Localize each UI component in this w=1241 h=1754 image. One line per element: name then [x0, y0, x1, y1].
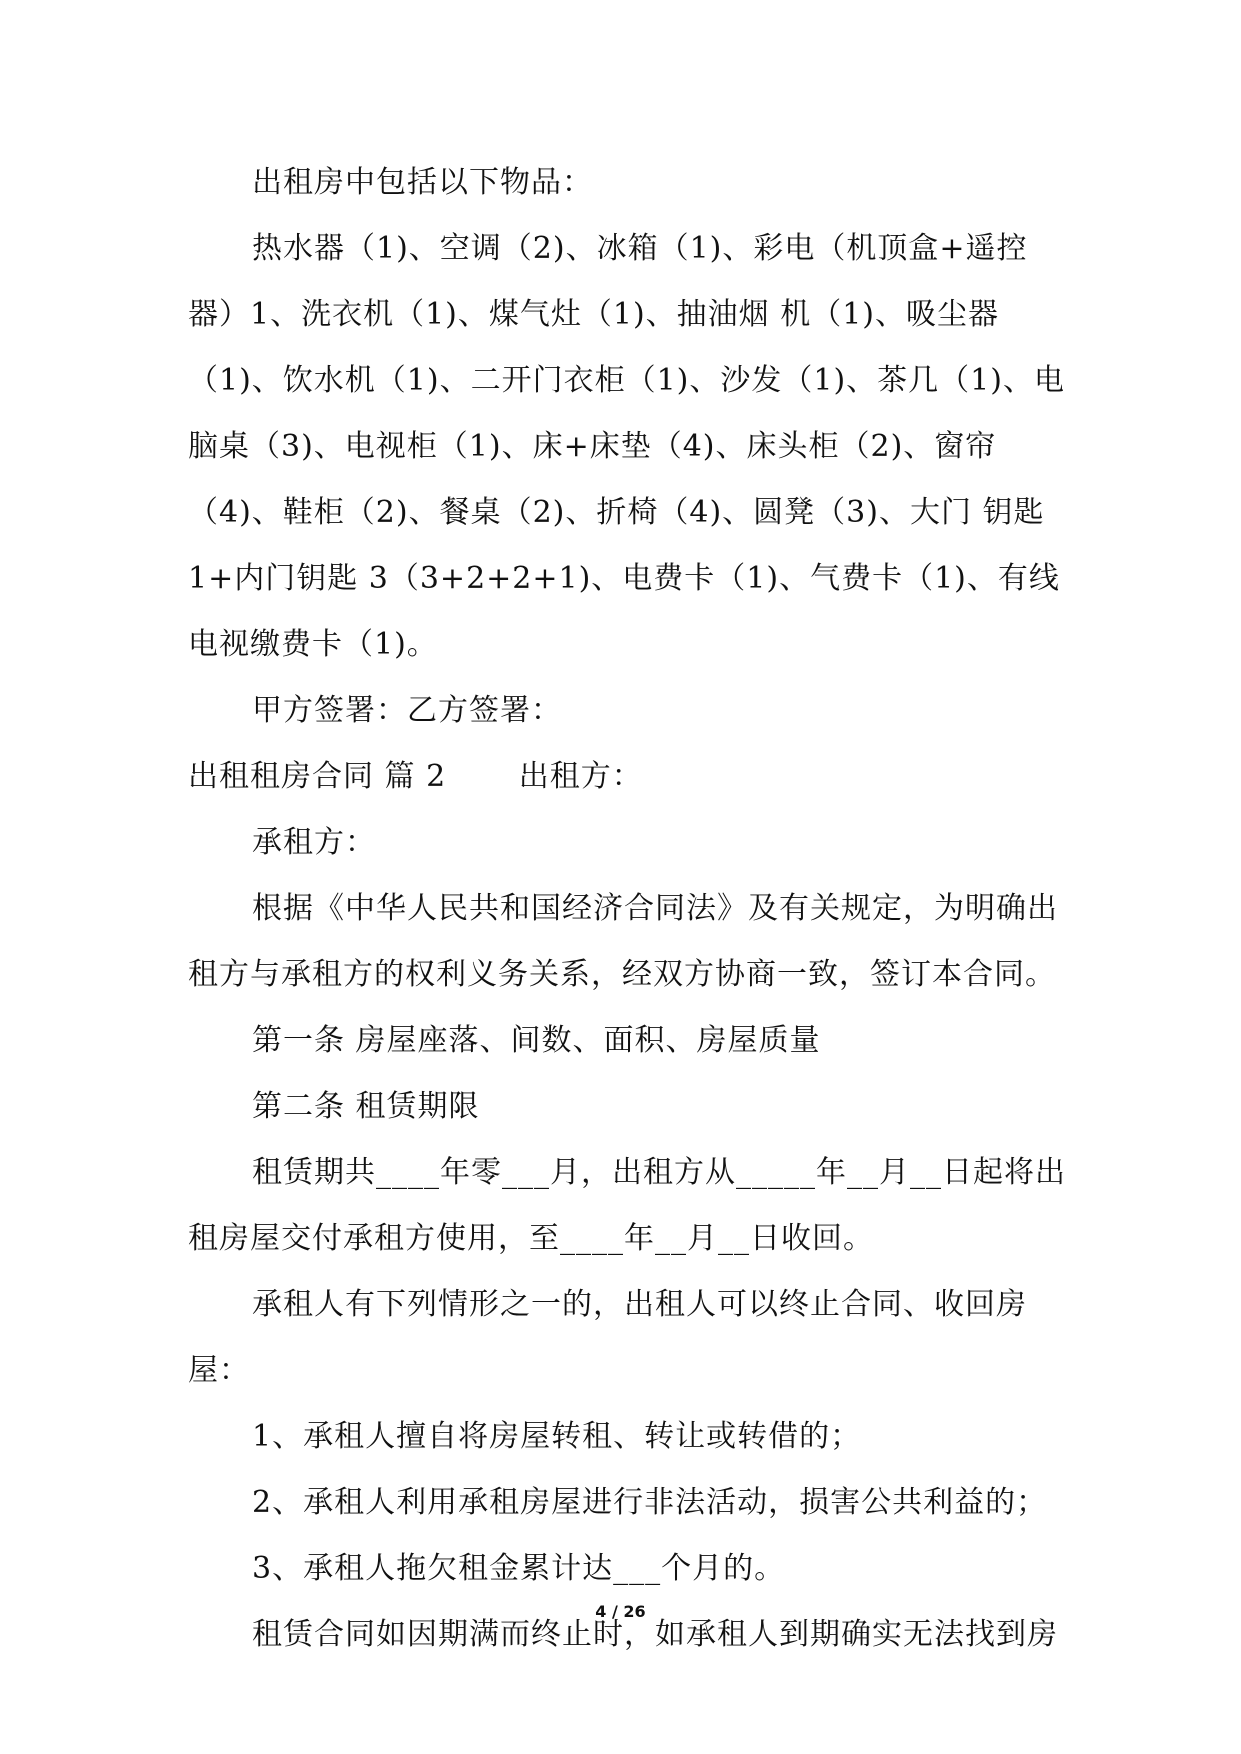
paragraph-termination-conditions: 承租人有下列情形之一的，出租人可以终止合同、收回房屋：	[188, 1287, 1027, 1388]
article-1-heading: 第一条 房屋座落、间数、面积、房屋质量	[252, 1023, 821, 1058]
paragraph-signatures: 甲方签署：乙方签署：	[252, 693, 562, 728]
page-number: 4 / 26	[595, 1602, 646, 1621]
section-heading-contract-2: 出租租房合同 篇 2 出租方：	[188, 759, 643, 794]
document-body	[188, 150, 1068, 1668]
list-item-2: 2、承租人利用承租房屋进行非法活动，损害公共利益的；	[252, 1485, 1048, 1520]
paragraph-items-list: 热水器（1)、空调（2)、冰箱（1)、彩电（机顶盒+遥控器）1、洗衣机（1)、煤气灶（1)、抽油烟 机（1)、吸尘器（1)、饮水机（1)、二开门衣柜（1)、沙发（1)、茶几（1)、电脑桌（3)、电视柜（1)、床+床垫（4)、床头柜（2)、窗帘（4)、鞋柜（2)、餐桌（2)、折椅（4)、圆凳（3)、大门 钥匙 1+内门钥匙 3（3+2+2+1)、电费卡（1)、气费卡（1)、有线电视缴费卡（1)。	[188, 231, 1065, 662]
list-item-3: 3、承租人拖欠租金累计达___个月的。	[252, 1551, 786, 1586]
article-2-heading: 第二条 租赁期限	[252, 1089, 480, 1124]
paragraph-expiry: 租赁合同如因期满而终止时，如承租人到期确实无法找到房	[252, 1617, 1058, 1652]
list-item-1: 1、承租人擅自将房屋转租、转让或转借的；	[252, 1419, 862, 1454]
paragraph-lease-term: 租赁期共____年零___月，出租方从_____年__月__日起将出租房屋交付承租方使用，至____年__月__日收回。	[188, 1155, 1066, 1256]
paragraph-items-intro: 出租房中包括以下物品：	[252, 165, 593, 200]
paragraph-legal-basis: 根据《中华人民共和国经济合同法》及有关规定，为明确出租方与承租方的权利义务关系，经双方协商一致，签订本合同。	[188, 891, 1058, 992]
paragraph-lessee: 承租方：	[252, 825, 376, 860]
